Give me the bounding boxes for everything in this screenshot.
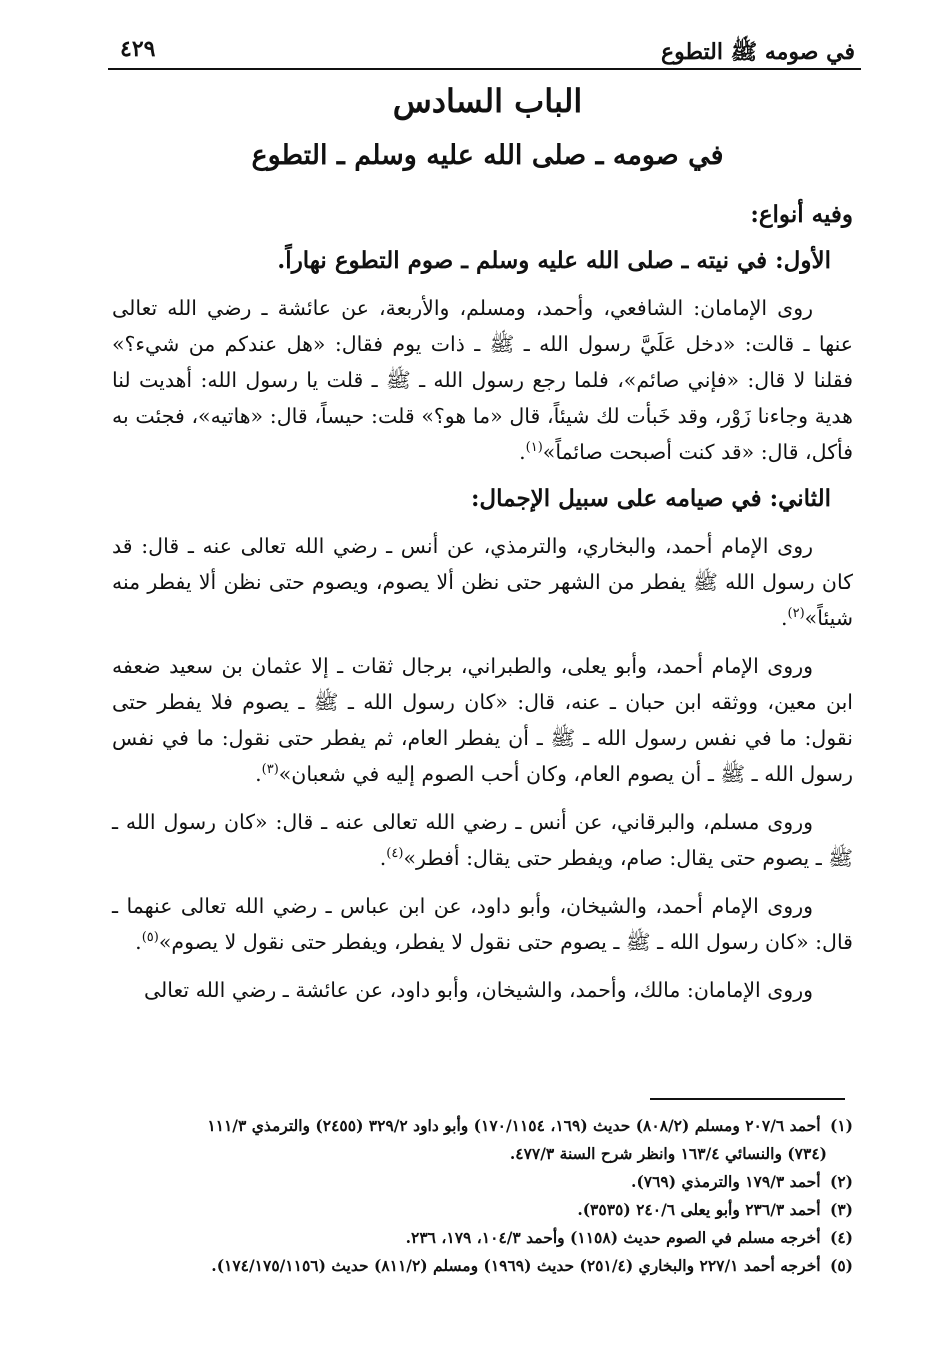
footnotes: [112, 1112, 853, 1280]
paragraph: [112, 888, 853, 960]
footnote: [112, 1224, 853, 1252]
section-second: [112, 482, 853, 1008]
footnote-ref[interactable]: (٥): [141, 930, 159, 946]
section-first: [112, 244, 853, 470]
paragraph: [112, 290, 853, 470]
paragraph: [112, 804, 853, 876]
footnote-number: (٣): [829, 1200, 853, 1219]
types-intro: وفيه أنواع:: [750, 201, 853, 228]
paragraph-text: وروى الإمام أحمد، والشيخان، وأبو داود، عن ابن عباس ـ رضي الله تعالى عنهما ـ قال: «كان رسول الله ـ ﷺ ـ يصوم حتى نقول لا يفطر، ويفطر حتى نقول لا يصوم»: [112, 894, 853, 954]
footnote-text: أحمد ١٧٩/٣ والترمذي (٧٦٩).: [631, 1172, 821, 1191]
footnote-ref[interactable]: (١): [525, 440, 543, 456]
section-heading: الثاني: في صيامه على سبيل الإجمال:: [470, 485, 831, 512]
footnote-number: (٤): [829, 1228, 853, 1247]
paragraph-end: .: [135, 930, 142, 954]
main-text: [112, 200, 853, 1020]
footnote: [112, 1252, 853, 1280]
footnote-text: أحمد ٢٣٦/٣ وأبو يعلى ٢٤٠/٦ (٣٥٣٥).: [577, 1200, 821, 1219]
page-number: ٤٢٩: [120, 36, 156, 62]
paragraph-text: وروى الإمامان: مالك، وأحمد، والشيخان، وأبو داود، عن عائشة ـ رضي الله تعالى: [143, 978, 813, 1002]
paragraph-end: .: [519, 440, 526, 464]
paragraph: [112, 972, 853, 1008]
footnote-text: أخرجه مسلم في الصوم حديث (١١٥٨) وأحمد ١٠٤/٣، ١٧٩، ٢٣٦.: [405, 1228, 821, 1247]
footnote-text: أحمد ٢٠٧/٦ ومسلم (٨٠٨/٢) حديث (١٦٩، ١٧٠/١١٥٤) وأبو داود ٣٢٩/٢ (٢٤٥٥) والترمذي ١١١/٣: [207, 1116, 821, 1135]
footnote-number: (١): [829, 1116, 853, 1135]
running-header: [120, 32, 855, 68]
footnote-number: (٥): [829, 1256, 853, 1275]
footnote-continuation: (٧٣٤) والنسائي ١٦٣/٤ وانظر شرح السنة ٤٧٧/٣.: [509, 1144, 827, 1163]
paragraph-end: .: [780, 606, 788, 630]
paragraph-text: وروى مسلم، والبرقاني، عن أنس ـ رضي الله تعالى عنه ـ قال: «كان رسول الله ـ ﷺ ـ يصوم حتى يقال: صام، ويفطر حتى يقال: أفطر»: [112, 810, 853, 870]
chapter-subtitle: في صومه ـ صلى الله عليه وسلم ـ التطوع: [251, 140, 724, 171]
paragraph: [112, 648, 853, 792]
footnote: [112, 1112, 853, 1140]
footnote-number: (٢): [829, 1172, 853, 1191]
chapter-title: الباب السادس: [392, 82, 583, 120]
paragraph-end: .: [379, 846, 387, 870]
header-rule: [108, 68, 861, 70]
footnote-text: أخرجه أحمد ٢٢٧/١ والبخاري (٢٥١/٤) حديث (١٩٦٩) ومسلم (٨١١/٢) حديث (١٧٤/١٧٥/١١٥٦).: [211, 1256, 821, 1275]
running-title: في صومه ﷺ التطوع: [660, 39, 855, 65]
paragraph-text: وروى الإمام أحمد، وأبو يعلى، والطبراني، برجال ثقات ـ إلا عثمان بن سعيد ضعفه ابن معين، ووثقه ابن حبان ـ عنه، قال: «كان رسول الله ـ ﷺ ـ يصوم فلا يفطر حتى نقول: ما في نفس رسول الله ـ ﷺ ـ أن يفطر العام، ثم يفطر حتى نقول: ما في نفس رسول الله ـ ﷺ ـ أن يصوم العام، وكان أحب الصوم إليه في شعبان»: [112, 654, 853, 786]
paragraph: [112, 528, 853, 636]
section-heading: الأول: في نيته ـ صلى الله عليه وسلم ـ صوم التطوع نهاراً.: [277, 247, 831, 274]
footnote-ref[interactable]: (٣): [261, 762, 279, 778]
footnote: [112, 1168, 853, 1196]
footnote: [112, 1196, 853, 1224]
paragraph-text: روى الإمام أحمد، والبخاري، والترمذي، عن أنس ـ رضي الله تعالى عنه ـ قال: قد كان رسول الله ﷺ يفطر من الشهر حتى نظن ألا يصوم، ويصوم حتى نظن ألا يفطر منه شيئاً»: [112, 534, 853, 630]
footnote-ref[interactable]: (٤): [386, 846, 404, 862]
paragraph-end: .: [255, 762, 262, 786]
paragraph-text: روى الإمامان: الشافعي، وأحمد، ومسلم، والأربعة، عن عائشة ـ رضي الله تعالى عنها ـ قالت: «دخل عَلَيَّ رسول الله ـ ﷺ ـ ذات يوم فقال: «هل عندكم من شيء؟» فقلنا لا قال: «فإني صائم»، فلما رجع رسول الله ـ ﷺ ـ قلت يا رسول الله: أهديت لنا هدية وجاءنا زَوْر، وقد خَبأت لك شيئاً، قال «ما هو؟» قلت: حيساً، قال: «هاتيه»، فجئت به فأكل، قال: «قد كنت أصبحت صائماً»: [112, 296, 853, 464]
footnote-ref[interactable]: (٢): [787, 606, 805, 622]
footnote-rule: [650, 1098, 845, 1100]
